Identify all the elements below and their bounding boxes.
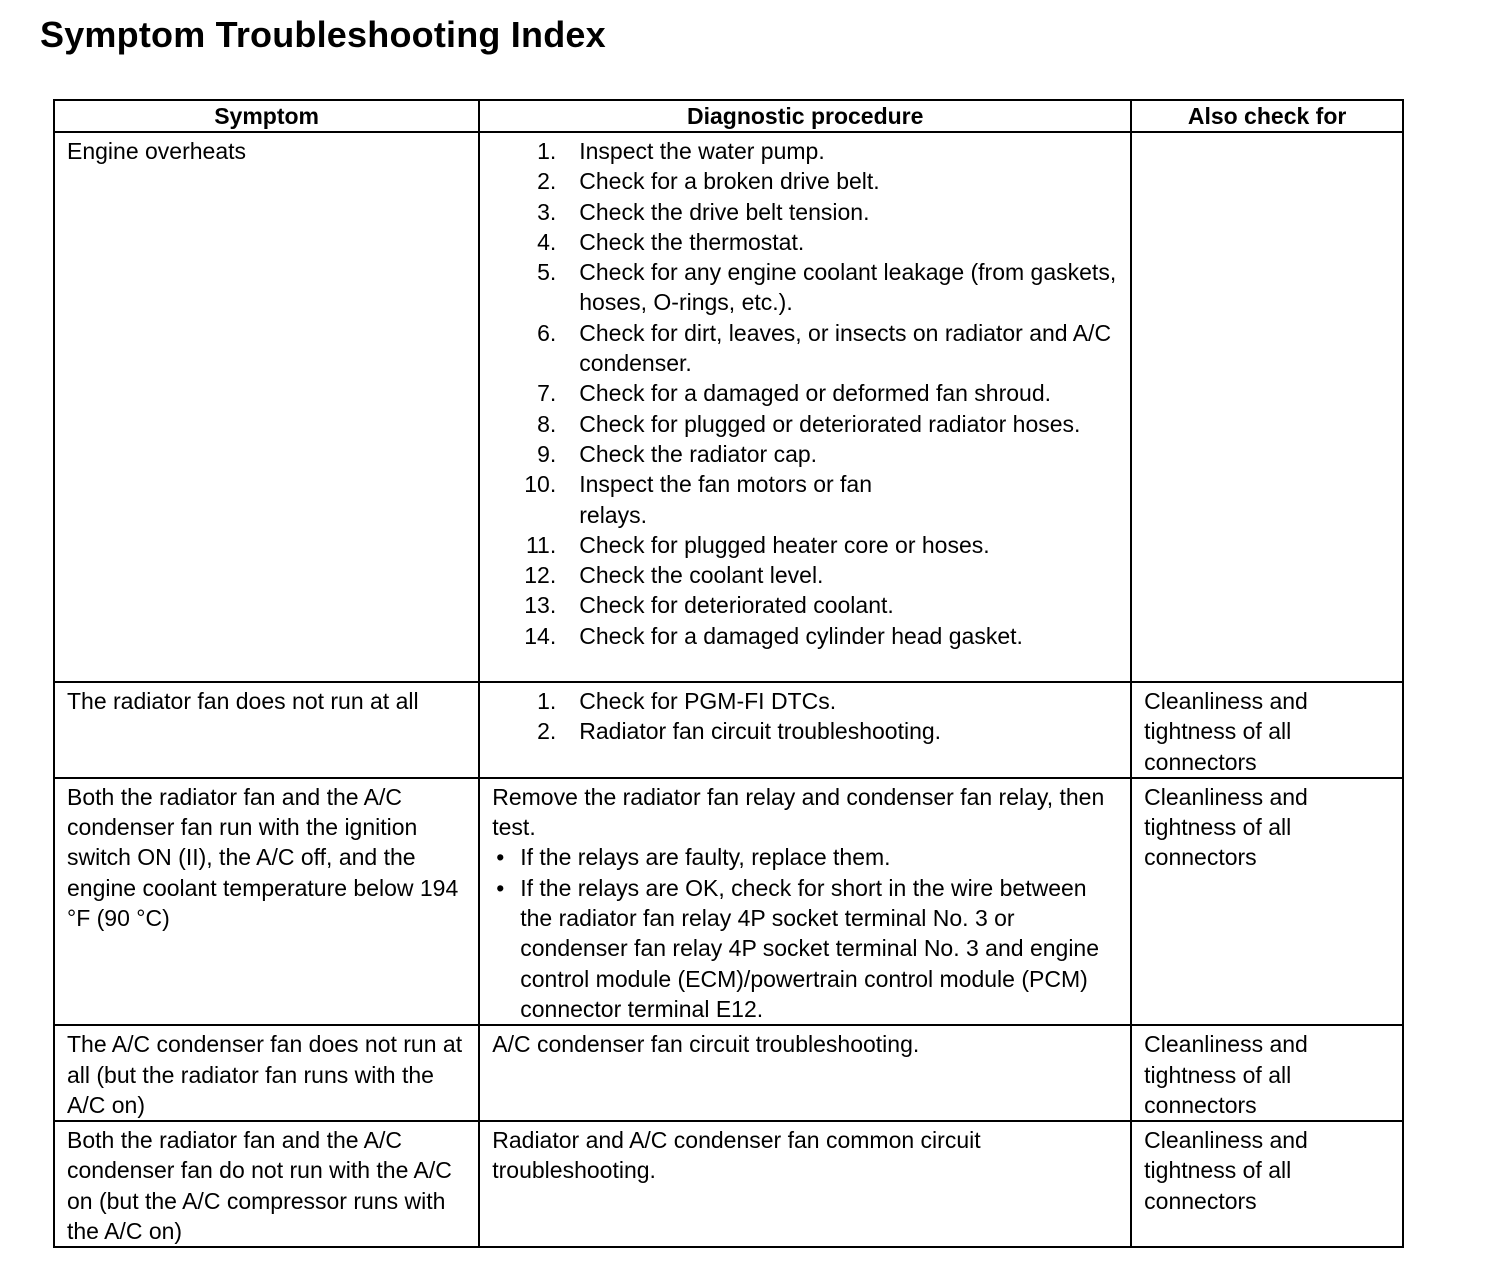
bullet-icon: • [496, 874, 505, 901]
bullet-item [492, 842, 1118, 872]
step-text: Check for deteriorated coolant. [579, 592, 894, 619]
symptom-cell: Both the radiator fan and the A/C condenser fan do not run with the A/C on (but the A/C compressor runs with the A/C on) [54, 1121, 479, 1247]
procedure-bullets [492, 842, 1118, 1024]
bullet-icon: • [496, 844, 505, 871]
step-number: 8. [537, 410, 557, 437]
step-item [492, 621, 1118, 651]
procedure-cell [479, 778, 1131, 1025]
step-item [492, 257, 1118, 318]
step-item [492, 560, 1118, 590]
step-item [492, 197, 1118, 227]
step-number: 1. [537, 688, 557, 714]
step-item [492, 318, 1118, 379]
header-also-check-for: Also check for [1131, 100, 1403, 132]
step-text: Check for any engine coolant leakage (from gaskets, hoses, O-rings, etc.). [579, 259, 1117, 316]
procedure-steps [492, 686, 1118, 747]
step-number: 9. [537, 440, 557, 467]
step-text: Check for a damaged or deformed fan shroud. [579, 380, 1052, 407]
procedure-cell: Radiator and A/C condenser fan common circuit troubleshooting. [479, 1121, 1131, 1247]
page-title: Symptom Troubleshooting Index [40, 14, 606, 55]
step-number: 12. [524, 562, 557, 589]
step-number: 3. [537, 198, 557, 225]
step-item [492, 409, 1118, 439]
step-number: 6. [537, 319, 557, 346]
step-item [492, 227, 1118, 257]
bullet-item [492, 873, 1118, 1024]
step-text: Check the coolant level. [579, 562, 824, 589]
also-check-cell: Cleanliness and tightness of all connectors [1131, 682, 1403, 778]
step-text: Check for a damaged cylinder head gasket. [579, 622, 1023, 649]
header-diagnostic-procedure: Diagnostic procedure [479, 100, 1131, 132]
bullet-text: If the relays are faulty, replace them. [520, 844, 891, 871]
step-number: 10. [524, 471, 557, 498]
step-number: 13. [524, 592, 557, 619]
step-text: Check the thermostat. [579, 228, 805, 255]
also-check-cell: Cleanliness and tightness of all connectors [1131, 778, 1403, 1025]
bullet-text: If the relays are OK, check for short in the wire between the radiator fan relay 4P socket terminal No. 3 or condenser fan relay 4P socket terminal No. 3 and engine control module (ECM)/powertrain control module (PCM) connector terminal E12. [520, 874, 1100, 1022]
table-row [54, 1121, 1403, 1247]
procedure-cell [479, 682, 1131, 778]
table-row [54, 682, 1403, 778]
step-item [492, 716, 1118, 746]
table-row [54, 132, 1403, 682]
step-number: 2. [537, 168, 557, 195]
step-item [492, 530, 1118, 560]
step-number: 4. [537, 228, 557, 255]
step-item [492, 439, 1118, 469]
symptom-table [53, 99, 1404, 1248]
step-item [492, 136, 1118, 166]
step-text: Check for PGM-FI DTCs. [579, 688, 837, 714]
table-row [54, 778, 1403, 1025]
symptom-cell: Engine overheats [54, 132, 479, 682]
table-row [54, 1025, 1403, 1121]
step-text: Inspect the water pump. [579, 138, 825, 164]
step-item [492, 166, 1118, 196]
procedure-steps [492, 136, 1118, 651]
step-text: Check the radiator cap. [579, 440, 818, 467]
step-item [492, 590, 1118, 620]
table-header-row [54, 100, 1403, 132]
procedure-cell: A/C condenser fan circuit troubleshooting. [479, 1025, 1131, 1121]
step-number: 7. [537, 380, 557, 407]
step-number: 11. [525, 531, 557, 558]
symptom-cell: The radiator fan does not run at all [54, 682, 479, 778]
symptom-cell: The A/C condenser fan does not run at all (but the radiator fan runs with the A/C on) [54, 1025, 479, 1121]
step-item [492, 686, 1118, 716]
step-item [492, 469, 1118, 530]
step-text: Check for a broken drive belt. [579, 168, 880, 195]
also-check-cell: Cleanliness and tightness of all connectors [1131, 1025, 1403, 1121]
step-text: Check the drive belt tension. [579, 198, 870, 225]
step-number: 2. [537, 718, 557, 745]
header-symptom: Symptom [54, 100, 479, 132]
step-text: Inspect the fan motors or fan relays. [579, 471, 873, 528]
step-number: 1. [537, 138, 557, 164]
step-item [492, 378, 1118, 408]
step-text: Radiator fan circuit troubleshooting. [579, 718, 942, 745]
also-check-cell [1131, 132, 1403, 682]
step-text: Check for plugged heater core or hoses. [579, 531, 990, 558]
step-text: Check for plugged or deteriorated radiator hoses. [579, 410, 1081, 437]
step-number: 5. [537, 259, 557, 286]
procedure-intro: Remove the radiator fan relay and condenser fan relay, then test. [492, 783, 1105, 841]
symptom-cell: Both the radiator fan and the A/C condenser fan run with the ignition switch ON (II), the A/C off, and the engine coolant temperature below 194 °F (90 °C) [54, 778, 479, 1025]
step-text: Check for dirt, leaves, or insects on radiator and A/C condenser. [579, 319, 1112, 377]
step-number: 14. [524, 622, 557, 649]
also-check-cell: Cleanliness and tightness of all connectors [1131, 1121, 1403, 1247]
procedure-cell [479, 132, 1131, 682]
